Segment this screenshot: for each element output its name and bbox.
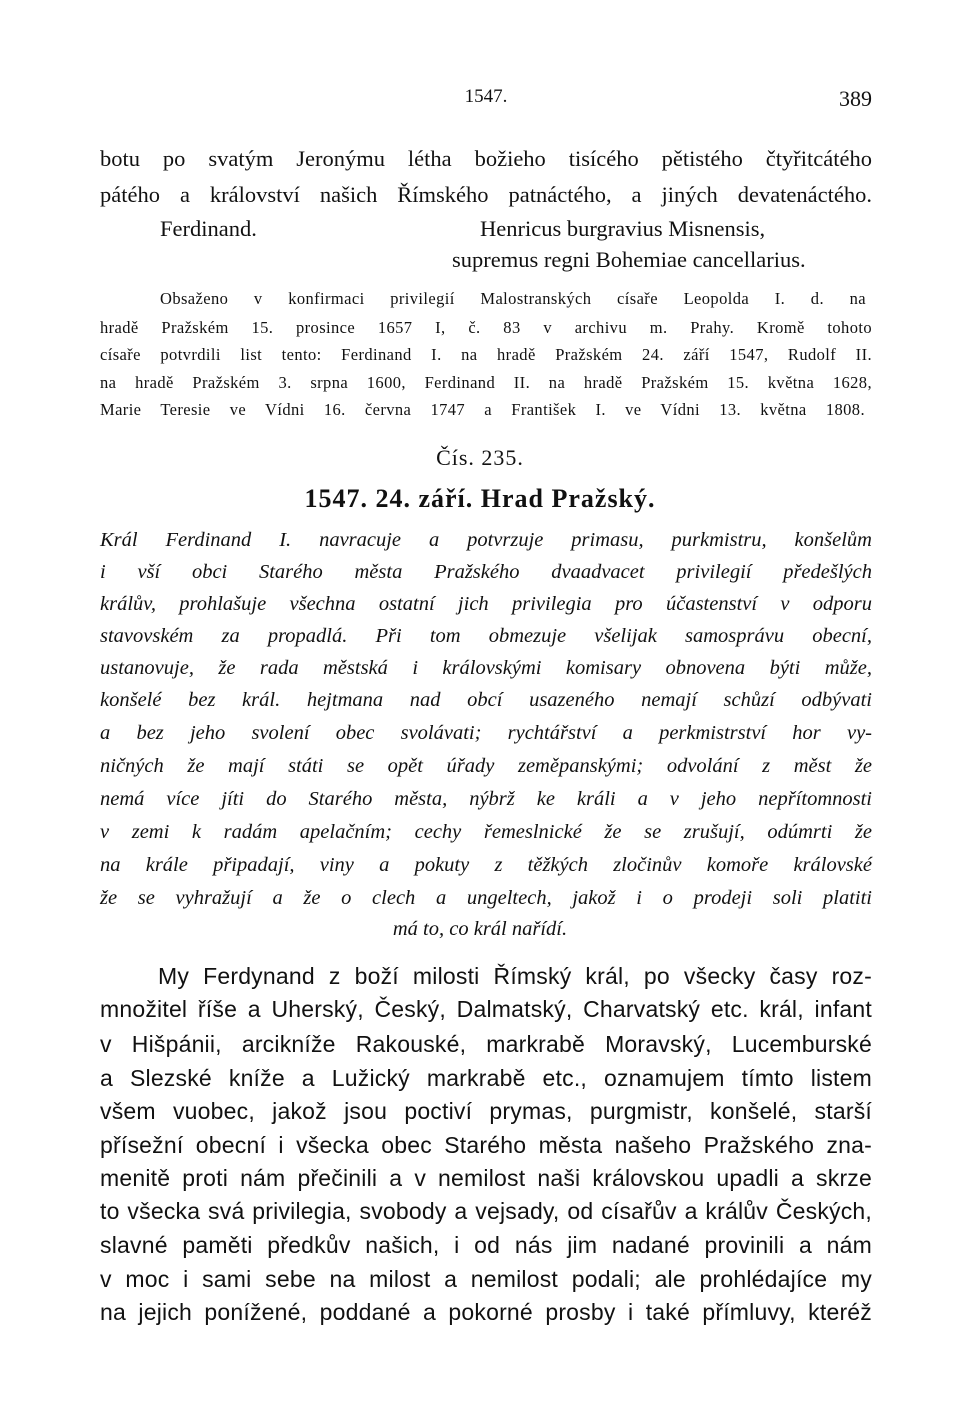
note-line: na hradě Pražském 3. srpna 1600, Ferdinand II. na hradě Pražském 15. května 1628,	[100, 373, 872, 392]
note-line: Marie Teresie ve Vídni 16. června 1747 a František I. ve Vídni 13. května 1808.	[100, 400, 865, 419]
body-line: v moc i sami sebe na milost a nemilost podali; ale prohlédajíce my	[100, 1266, 872, 1292]
regest-line: v zemi k radám apelačním; cechy řemeslnické že se zrušují, odúmrti že	[100, 821, 872, 843]
regest-line: ničných že mají státi se opět úřady zeměpanskými; odvolání z měst že	[100, 755, 872, 777]
regest-line: nemá více jíti do Starého města, nýbrž ke králi a v jeho nepřítomnosti	[100, 788, 872, 810]
regest-line: na krále připadají, viny a pokuty z těžkých zločinův komoře královské	[100, 854, 872, 876]
regest-line: stavovském za propadlá. Při tom obmezuje všelijak samosprávu obecní,	[100, 625, 872, 647]
signature-line-1: Henricus burgravius Misnensis,	[480, 216, 766, 241]
body-line: množitel říše a Uherský, Český, Dalmatský, Charvatský etc. král, infant	[100, 996, 872, 1022]
regest-line: ustanovuje, že rada městská i královskými komisary obnovena býti může,	[100, 657, 872, 679]
intro-line: botu po svatým Jeronýmu létha božieho tisícého pětistého čtyřitcátého	[100, 146, 872, 171]
document-number: Čís. 235.	[436, 445, 524, 470]
regest-line: a bez jeho svolení obec svolávati; rychtářství a perkmistrství hor vy-	[100, 722, 872, 744]
regest-line: konšelé bez král. hejtmana nad obcí usazeného nemají schůzí odbývati	[100, 689, 872, 711]
body-line: My Ferdynand z boží milosti Římský král, po všecky časy roz-	[158, 963, 872, 989]
regest-line: i vší obci Starého města Pražského dvaadvacet privilegií předešlých	[100, 561, 872, 583]
body-line: a Slezské kníže a Lužický markrabě etc., oznamujem tímto listem	[100, 1065, 872, 1091]
date-heading: 1547. 24. září. Hrad Pražský.	[304, 484, 656, 513]
body-line: na jejich ponížené, poddané a pokorné prosby i také přímluvy, kteréž	[100, 1299, 872, 1325]
signature-ferdinand: Ferdinand.	[160, 216, 257, 241]
signature-line-2: supremus regni Bohemiae cancellarius.	[452, 247, 806, 272]
page-header	[100, 86, 872, 116]
body-line: v Hišpánii, arcikníže Rakouské, markrabě Moravský, Lucemburské	[100, 1031, 872, 1057]
body-line: všem vuobec, jakož jsou poctiví prymas, purgmistr, konšelé, starší	[100, 1098, 872, 1124]
regest-line: Král Ferdinand I. navracuje a potvrzuje primasu, purkmistru, konšelům	[100, 529, 872, 551]
body-line: menitě proti nám přečinili a v nemilost naši královskou upadli a skrze	[100, 1165, 872, 1191]
regest-line: králův, prohlašuje všechna ostatní jich privilegia pro účastenství v odporu	[100, 593, 872, 615]
intro-line: pátého a království našich Římského patnáctého, a jiných devatenáctého.	[100, 182, 872, 207]
body-line: přísežní obecní i všecka obec Starého města našeho Pražského zna-	[100, 1132, 872, 1158]
note-line: hradě Pražském 15. prosince 1657 I, č. 83 v archivu m. Prahy. Kromě tohoto	[100, 318, 872, 337]
regest-last-line: má to, co král nařídí.	[392, 918, 568, 940]
body-line: to všecka svá privilegia, svobody a vejsady, od císařův a králův Českých,	[100, 1198, 872, 1224]
header-year: 1547.	[464, 86, 508, 107]
note-line: Obsaženo v konfirmaci privilegií Malostranských císaře Leopolda I. d. na	[160, 289, 866, 308]
body-line: slavné paměti předkův našich, i od nás jim nadané provinili a nám	[100, 1232, 872, 1258]
note-line: císaře potvrdili list tento: Ferdinand I. na hradě Pražském 24. září 1547, Rudolf II.	[100, 345, 872, 364]
page-number: 389	[839, 86, 872, 111]
regest-line: že se vyhražují a že o clech a ungeltech, jakož i o prodeji soli platiti	[100, 887, 872, 909]
